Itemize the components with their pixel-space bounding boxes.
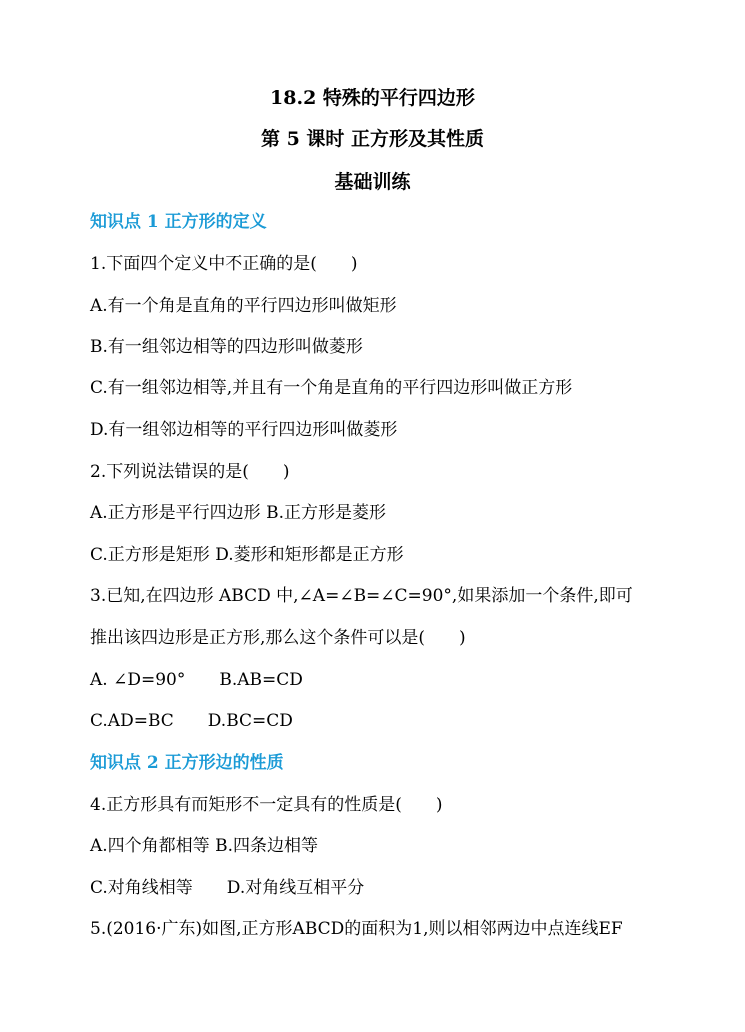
question-text: 推出该四边形是正方形,那么这个条件可以是( ) bbox=[90, 628, 466, 648]
lesson-title: 第 5 课时 正方形及其性质 bbox=[260, 128, 485, 150]
option-text: A.正方形是平行四边形 B.正方形是菱形 bbox=[90, 503, 386, 523]
subtitle: 基础训练 bbox=[334, 171, 411, 193]
knowledge-point-heading: 知识点 2 正方形边的性质 bbox=[90, 753, 284, 773]
option-text: C.正方形是矩形 D.菱形和矩形都是正方形 bbox=[90, 545, 404, 565]
option-text: D.有一组邻边相等的平行四边形叫做菱形 bbox=[90, 420, 398, 440]
option-text: C.有一组邻边相等,并且有一个角是直角的平行四边形叫做正方形 bbox=[90, 378, 573, 398]
option-text: C.AD=BC D.BC=CD bbox=[90, 711, 293, 731]
option-text: A.四个角都相等 B.四条边相等 bbox=[90, 836, 318, 856]
option-text: B.有一组邻边相等的四边形叫做菱形 bbox=[90, 337, 363, 357]
question-text: 4.正方形具有而矩形不一定具有的性质是( ) bbox=[90, 795, 443, 815]
question-text: 5.(2016·广东)如图,正方形ABCD的面积为1,则以相邻两边中点连线EF bbox=[90, 919, 623, 939]
question-text: 1.下面四个定义中不正确的是( ) bbox=[90, 254, 358, 274]
option-text: C.对角线相等 D.对角线互相平分 bbox=[90, 878, 365, 898]
section-title: 18.2 特殊的平行四边形 bbox=[270, 87, 475, 109]
question-text: 2.下列说法错误的是( ) bbox=[90, 462, 290, 482]
question-text: 3.已知,在四边形 ABCD 中,∠A=∠B=∠C=90°,如果添加一个条件,即可 bbox=[90, 586, 633, 606]
knowledge-point-heading: 知识点 1 正方形的定义 bbox=[90, 212, 267, 232]
option-text: A. ∠D=90° B.AB=CD bbox=[90, 670, 303, 690]
option-text: A.有一个角是直角的平行四边形叫做矩形 bbox=[90, 296, 397, 316]
